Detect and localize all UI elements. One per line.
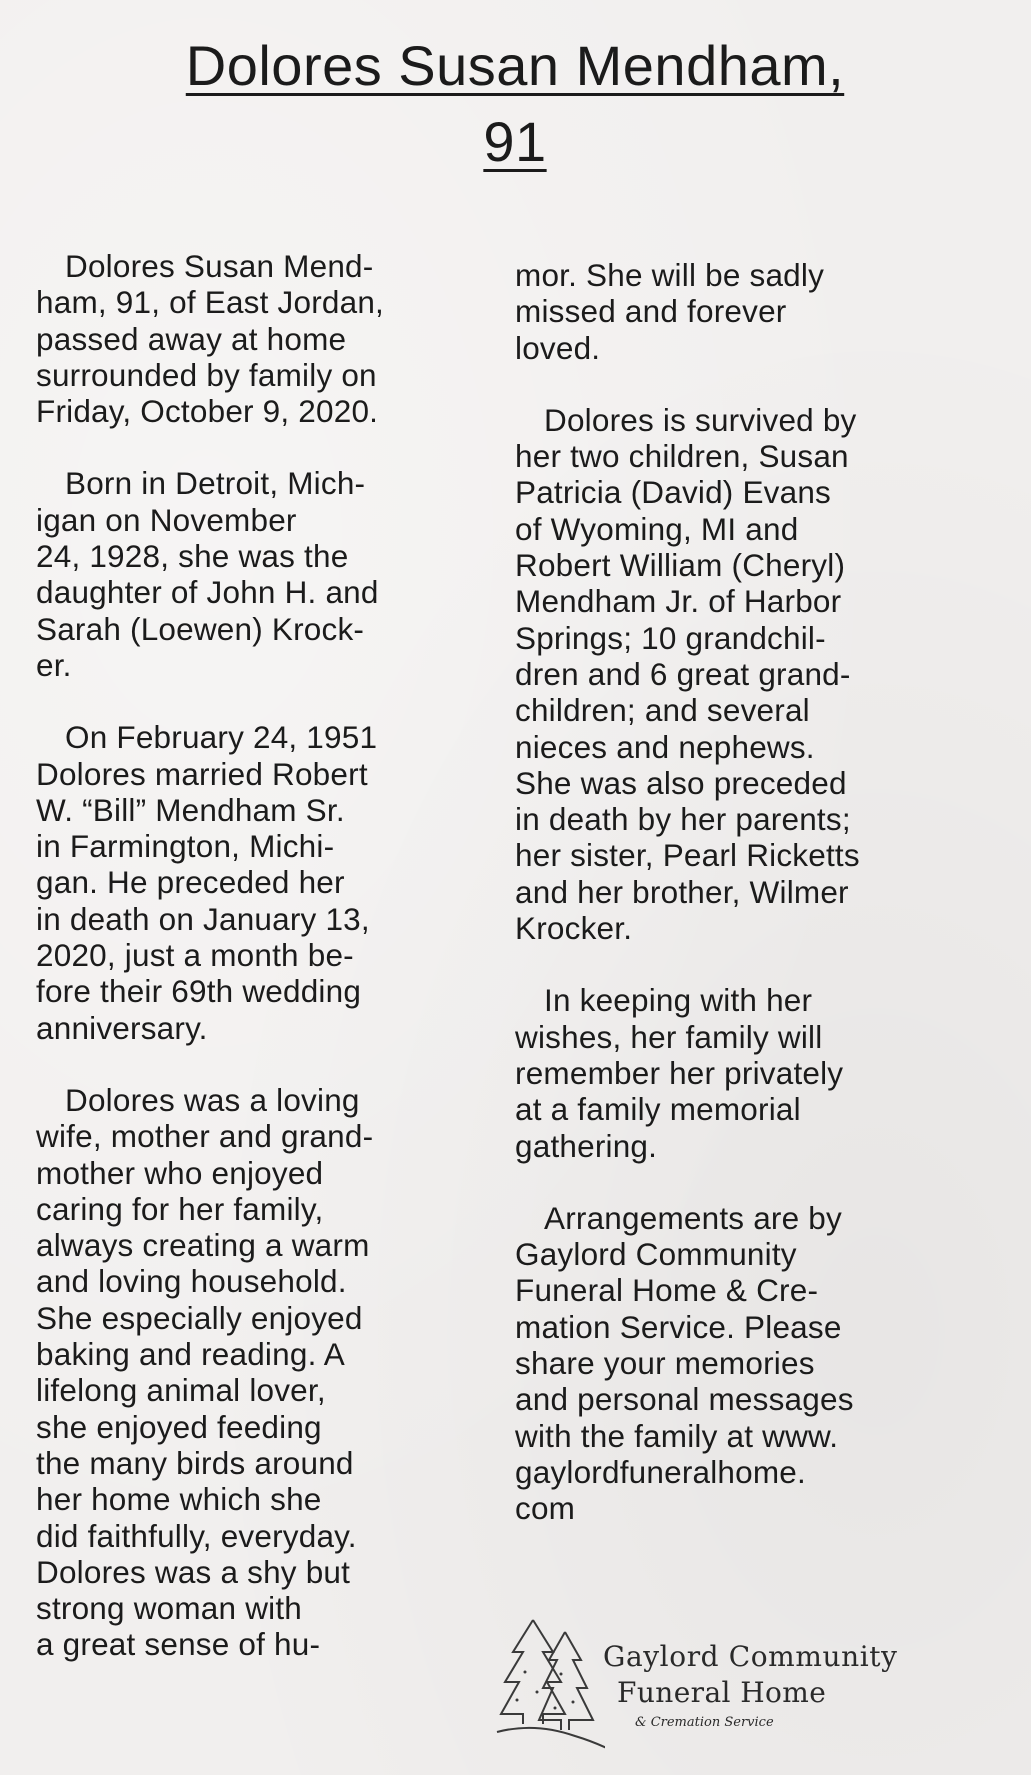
- text-line: and personal messages: [515, 1381, 854, 1418]
- text-line: Springs; 10 grandchil-: [515, 619, 826, 656]
- text-line: Dolores is survived by: [544, 401, 857, 438]
- text-line: She especially enjoyed: [36, 1299, 363, 1336]
- text-line: passed away at home: [36, 320, 347, 357]
- text-line: 24, 1928, she was the: [36, 538, 349, 575]
- text-line: Dolores Susan Mend-: [65, 248, 374, 284]
- text-line: with the family at www.: [515, 1417, 839, 1454]
- text-line: gaylordfuneralhome.: [515, 1453, 806, 1490]
- obituary-title: [40, 28, 990, 180]
- text-line: surrounded by family on: [36, 356, 377, 393]
- paragraph-birth: [36, 465, 486, 683]
- paragraph-arrangements: [515, 1200, 985, 1527]
- text-line: Born in Detroit, Mich-: [65, 465, 366, 502]
- text-line: wishes, her family will: [515, 1018, 823, 1055]
- text-line: wife, mother and grand-: [36, 1118, 374, 1155]
- text-line: Arrangements are by: [544, 1199, 842, 1236]
- text-line: fore their 69th wedding: [36, 973, 362, 1010]
- text-line: Dolores married Robert: [36, 755, 368, 792]
- paragraph-death-notice: [36, 248, 486, 429]
- paragraph-character: [36, 1082, 486, 1663]
- text-line: She was also preceded: [515, 764, 847, 801]
- text-line: at a family memorial: [515, 1091, 801, 1128]
- text-line: her home which she: [36, 1481, 322, 1518]
- text-line: anniversary.: [36, 1009, 208, 1046]
- right-column: [515, 257, 985, 1563]
- text-line: er.: [36, 646, 72, 683]
- text-line: On February 24, 1951: [65, 719, 378, 756]
- text-line: Robert William (Cheryl): [515, 547, 846, 584]
- text-line: a great sense of hu-: [36, 1626, 321, 1663]
- logo-line-2: Funeral Home: [617, 1676, 827, 1709]
- text-line: Mendham Jr. of Harbor: [515, 583, 842, 620]
- text-line: Krocker.: [515, 910, 633, 947]
- text-line: remember her privately: [515, 1054, 844, 1091]
- text-line: in death by her parents;: [515, 801, 851, 838]
- paragraph-survivors: [515, 402, 985, 946]
- text-line: Patricia (David) Evans: [515, 474, 832, 511]
- paragraph-memorial: [515, 982, 985, 1163]
- title-line-2: 91: [483, 110, 547, 173]
- left-column: [36, 248, 486, 1699]
- text-line: igan on November: [36, 501, 297, 538]
- text-line: of Wyoming, MI and: [515, 510, 799, 547]
- text-line: mor. She will be sadly: [515, 257, 825, 293]
- text-line: strong woman with: [36, 1590, 303, 1627]
- text-line: in Farmington, Michi-: [36, 828, 335, 865]
- text-line: and her brother, Wilmer: [515, 873, 849, 910]
- text-line: dren and 6 great grand-: [515, 655, 851, 692]
- text-line: Sarah (Loewen) Krock-: [36, 610, 365, 647]
- text-line: Friday, October 9, 2020.: [36, 393, 379, 430]
- text-line: share your memories: [515, 1345, 815, 1382]
- text-line: 2020, just a month be-: [36, 937, 354, 974]
- text-line: her two children, Susan: [515, 438, 849, 475]
- text-line: did faithfully, everyday.: [36, 1517, 357, 1554]
- text-line: the many birds around: [36, 1444, 354, 1481]
- text-line: lifelong animal lover,: [36, 1372, 326, 1409]
- text-line: caring for her family,: [36, 1190, 324, 1227]
- text-line: missed and forever: [515, 293, 787, 330]
- text-line: in death on January 13,: [36, 900, 370, 937]
- text-line: she enjoyed feeding: [36, 1408, 322, 1445]
- logo-line-1: Gaylord Community: [603, 1640, 898, 1673]
- text-line: always creating a warm: [36, 1227, 370, 1264]
- text-line: baking and reading. A: [36, 1336, 345, 1373]
- text-line: and loving household.: [36, 1263, 347, 1300]
- text-line: ham, 91, of East Jordan,: [36, 284, 384, 321]
- text-line: gan. He preceded her: [36, 864, 345, 901]
- title-line-1: Dolores Susan Mendham,: [185, 34, 845, 97]
- text-line: gathering.: [515, 1127, 658, 1164]
- text-line: mother who enjoyed: [36, 1154, 324, 1191]
- text-line: nieces and nephews.: [515, 728, 815, 765]
- funeral-home-logo: [495, 1612, 945, 1762]
- text-line: her sister, Pearl Ricketts: [515, 837, 860, 874]
- paragraph-marriage: [36, 719, 486, 1046]
- text-line: In keeping with her: [544, 982, 813, 1019]
- text-line: children; and several: [515, 692, 810, 729]
- paragraph-character-continued: [515, 257, 985, 366]
- logo-line-3: & Cremation Service: [635, 1715, 774, 1730]
- text-line: Dolores was a loving: [65, 1081, 360, 1118]
- text-line: mation Service. Please: [515, 1308, 842, 1345]
- text-line: loved.: [515, 329, 601, 366]
- text-line: daughter of John H. and: [36, 574, 379, 611]
- pine-trees-icon: [495, 1612, 605, 1762]
- text-line: W. “Bill” Mendham Sr.: [36, 791, 345, 828]
- text-line: Funeral Home & Cre-: [515, 1272, 819, 1309]
- text-line: Gaylord Community: [515, 1236, 797, 1273]
- text-line: com: [515, 1490, 576, 1527]
- text-line: Dolores was a shy but: [36, 1553, 351, 1590]
